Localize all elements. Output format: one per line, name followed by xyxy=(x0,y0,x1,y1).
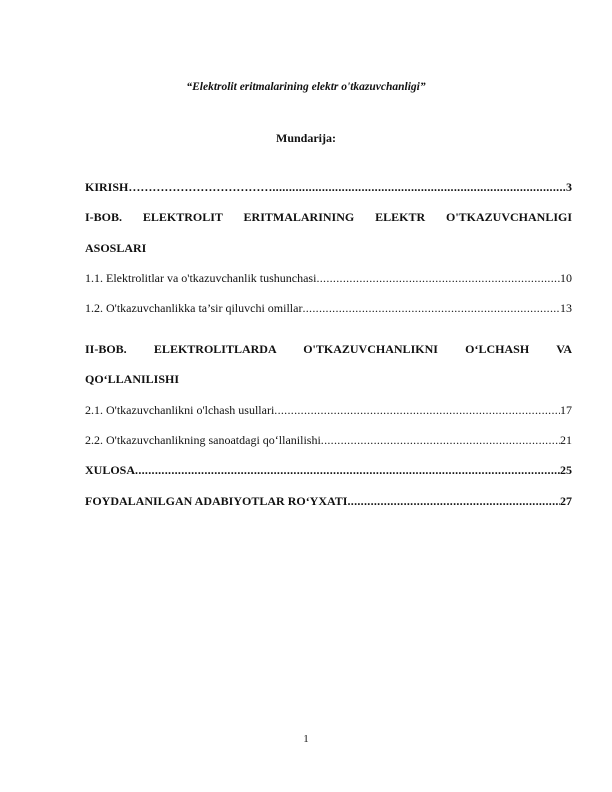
toc-leader-dots xyxy=(321,433,560,447)
toc-entry-adabiyotlar[interactable] xyxy=(85,494,572,508)
toc-leader-dots xyxy=(316,271,560,285)
toc-entry-label: KIRISH……………………………… xyxy=(85,180,273,194)
toc-entry-kirish[interactable] xyxy=(85,180,572,194)
page-number: 1 xyxy=(303,733,309,745)
toc-page-number: 13 xyxy=(560,301,572,315)
toc-entry-label: ASOSLARI xyxy=(85,241,147,255)
toc-entry-xulosa[interactable] xyxy=(85,463,572,477)
toc-entry-1-1[interactable] xyxy=(85,271,572,285)
toc-entry-2-1[interactable] xyxy=(85,403,572,417)
toc-chapter-2-line-1[interactable] xyxy=(85,342,572,356)
toc-page-number: 27 xyxy=(560,494,572,508)
toc-entry-2-2[interactable] xyxy=(85,433,572,447)
toc-chapter-1-line-1[interactable] xyxy=(85,210,572,224)
toc-entry-label: XULOSA xyxy=(85,463,136,477)
toc-entry-label: I-BOB. ELEKTROLIT ERITMALARINING ELEKTR O'TKAZUVCHANLIGI xyxy=(85,210,572,224)
toc-leader-dots xyxy=(135,463,560,477)
toc-entry-label: 1.2. O'tkazuvchanlikka ta’sir qiluvchi omillar xyxy=(85,301,303,315)
toc-page-number: 17 xyxy=(560,403,572,417)
toc-leader-dots xyxy=(272,180,566,194)
toc-entry-label: QO‘LLANILISHI xyxy=(85,372,180,386)
document-title: “Elektrolit eritmalarining elektr o'tkazuvchanligi” xyxy=(186,81,426,93)
toc-leader-dots xyxy=(347,494,560,508)
toc-entry-label: 2.1. O'tkazuvchanlikni o'lchash usullari xyxy=(85,403,275,417)
toc-entry-label: 2.2. O'tkazuvchanlikning sanoatdagi qo‘llanilishi xyxy=(85,433,321,447)
toc-chapter-1-line-2[interactable] xyxy=(85,241,572,255)
toc-page-number: 25 xyxy=(560,463,572,477)
toc-chapter-2-line-2[interactable] xyxy=(85,372,572,386)
toc-leader-dots xyxy=(302,301,560,315)
toc-leader-dots xyxy=(274,403,560,417)
toc-page-number: 10 xyxy=(560,271,572,285)
toc-entry-label: FOYDALANILGAN ADABIYOTLAR RO‘YXATI xyxy=(85,494,348,508)
toc-entry-1-2[interactable] xyxy=(85,301,572,315)
toc-heading: Mundarija: xyxy=(276,131,336,145)
toc-entry-label: II-BOB. ELEKTROLITLARDA O'TKAZUVCHANLIKNI O‘LCHASH VA xyxy=(85,342,572,356)
toc-page-number: 3 xyxy=(566,180,572,194)
toc-entry-label: 1.1. Elektrolitlar va o'tkazuvchanlik tushunchasi xyxy=(85,271,317,285)
toc-page-number: 21 xyxy=(560,433,572,447)
